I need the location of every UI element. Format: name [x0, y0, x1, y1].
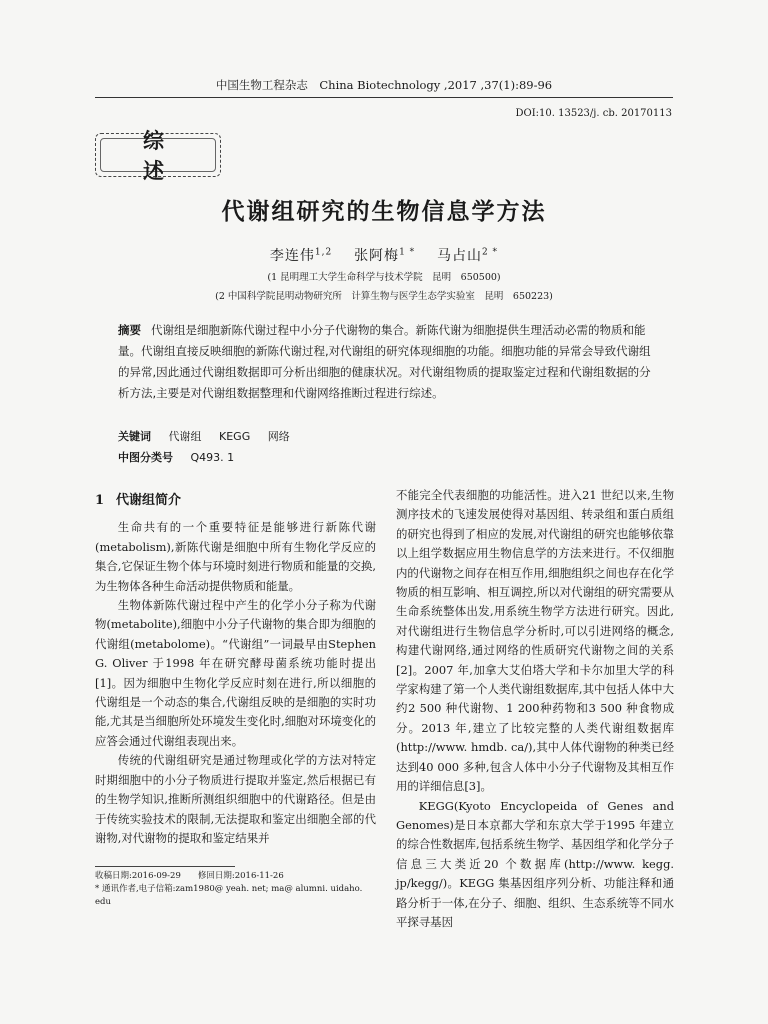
journal-header: 中国生物工程杂志 China Biotechnology ,2017 ,37(1):89-96: [215, 78, 553, 92]
body-paragraph: KEGG(Kyoto Encyclopeida of Genes and Genomes)是日本京都大学和东京大学于1995 年建立的综合性数据库,包括系统生物学、基因组学和化学分子信息三大类近20 个数据库(http://www. kegg. jp/kegg/)。KEGG 集基因组序列分析、功能注释和通路分析于一体,在分子、细胞、组织、生态系统等不同水平探寻基因: [396, 798, 674, 929]
section-title: 代谢组简介: [116, 493, 182, 508]
author-list: [0, 245, 768, 265]
footnotes: [95, 870, 376, 909]
abstract: [118, 320, 652, 404]
keywords: [118, 428, 304, 444]
body-paragraph: 生命共有的一个重要特征是能够进行新陈代谢(metabolism),新陈代谢是细胞中所有生物化学反应的集合,它保证生物个体与环境时刻进行物质和能量的交换,为生物体各种生命活动提供物质和能量。: [95, 520, 376, 593]
section-number: 1: [95, 493, 105, 508]
author-affiliation-mark: 2 *: [481, 247, 499, 258]
affiliation-1: (1 昆明理工大学生命科学与技术学院 昆明 650500): [267, 272, 501, 283]
classification-number: [118, 449, 234, 465]
author-affiliation-mark: 1,2: [314, 247, 333, 258]
body-paragraph: 传统的代谢组研究是通过物理或化学的方法对特定时期细胞中的小分子物质进行提取并鉴定,然后根据已有的生物学知识,推断所测组织细胞中的代谢路径。但是由于传统实验技术的限制,无法提取和鉴定出细胞全部的代谢物,对代谢物的提取和鉴定结果并: [95, 753, 376, 845]
right-column: [396, 486, 674, 932]
keywords-label: 关键词: [118, 430, 151, 443]
author-name: 马占山: [436, 248, 482, 264]
footnote-correspondence: * 通讯作者,电子信箱:zam1980@ yeah. net; ma@ alumni. uidaho. edu: [95, 884, 363, 907]
keyword-item: 网络: [267, 430, 290, 443]
author-name: 张阿梅: [354, 248, 400, 264]
abstract-label: 摘要: [118, 323, 141, 337]
keyword-item: KEGG: [219, 430, 251, 443]
author-affiliation-mark: 1 *: [399, 247, 416, 258]
article-title: 代谢组研究的生物信息学方法: [221, 198, 547, 225]
section-label-box: [95, 128, 221, 183]
footnote-dates: 收稿日期:2016-09-29 修回日期:2016-11-26: [95, 871, 284, 881]
keyword-item: 代谢组: [168, 430, 202, 443]
author-name: 李连伟: [269, 248, 315, 264]
footnote-rule: [95, 866, 235, 867]
section-label: 综述: [100, 138, 216, 172]
classification-label: 中图分类号: [118, 451, 173, 464]
header-rule: [95, 97, 673, 98]
section-heading: [95, 491, 376, 510]
affiliation-2: (2 中国科学院昆明动物研究所 计算生物与医学生态学实验室 昆明 650223): [215, 291, 553, 302]
left-column: [95, 491, 376, 848]
classification-value: Q493. 1: [190, 451, 235, 464]
body-paragraph: 生物体新陈代谢过程中产生的化学小分子称为代谢物(metabolite),细胞中小分子代谢物的集合即为细胞的代谢组(metabolome)。“代谢组”一词最早由Stephen G. Oliver 于1998 年在研究酵母菌系统功能时提出[1]。因为细胞中生物化学反应时刻在进行,所以细胞的代谢组是一个动态的集合,代谢组反映的是细胞的实时功能,尤其是当细胞所处环境发生变化时,细胞对环境变化的应答会通过代谢组表现出来。: [95, 598, 376, 748]
body-paragraph: 不能完全代表细胞的功能活性。进入21 世纪以来,生物测序技术的飞速发展使得对基因组、转录组和蛋白质组的研究也得到了相应的发展,对代谢组的研究也能够依靠以上组学数据应用生物信息学的方法来进行。不仅细胞内的代谢物之间存在相互作用,细胞组织之间也存在化学物质的相互影响、相互调控,所以对代谢组的研究需要从生命系统整体出发,用系统生物学方法进行研究。因此,对代谢组进行生物信息学分析时,可以引进网络的概念,构建代谢网络,通过网络的性质研究代谢物之间的关系[2]。2007 年,加拿大艾伯塔大学和卡尔加里大学的科学家构建了第一个人类代谢组数据库,其中包括人体中大约2 500 种代谢物、1 200种药物和3 500 种食物成分。2013 年,建立了比较完整的人类代谢组数据库(http://www. hmdb. ca/),其中人体代谢物的种类已经达到40 000 多种,包含人体中小分子代谢物及其相互作用的详细信息[3]。: [396, 488, 674, 794]
doi: DOI:10. 13523/j. cb. 20170113: [515, 108, 672, 119]
abstract-text: 代谢组是细胞新陈代谢过程中小分子代谢物的集合。新陈代谢为细胞提供生理活动必需的物质和能量。代谢组直接反映细胞的新陈代谢过程,对代谢组的研究体现细胞的功能。细胞功能的异常会导致代谢组的异常,因此通过代谢组数据即可分析出细胞的健康状况。对代谢组物质的提取鉴定过程和代谢组数据的分析方法,主要是对代谢组数据整理和代谢网络推断过程进行综述。: [118, 323, 651, 400]
